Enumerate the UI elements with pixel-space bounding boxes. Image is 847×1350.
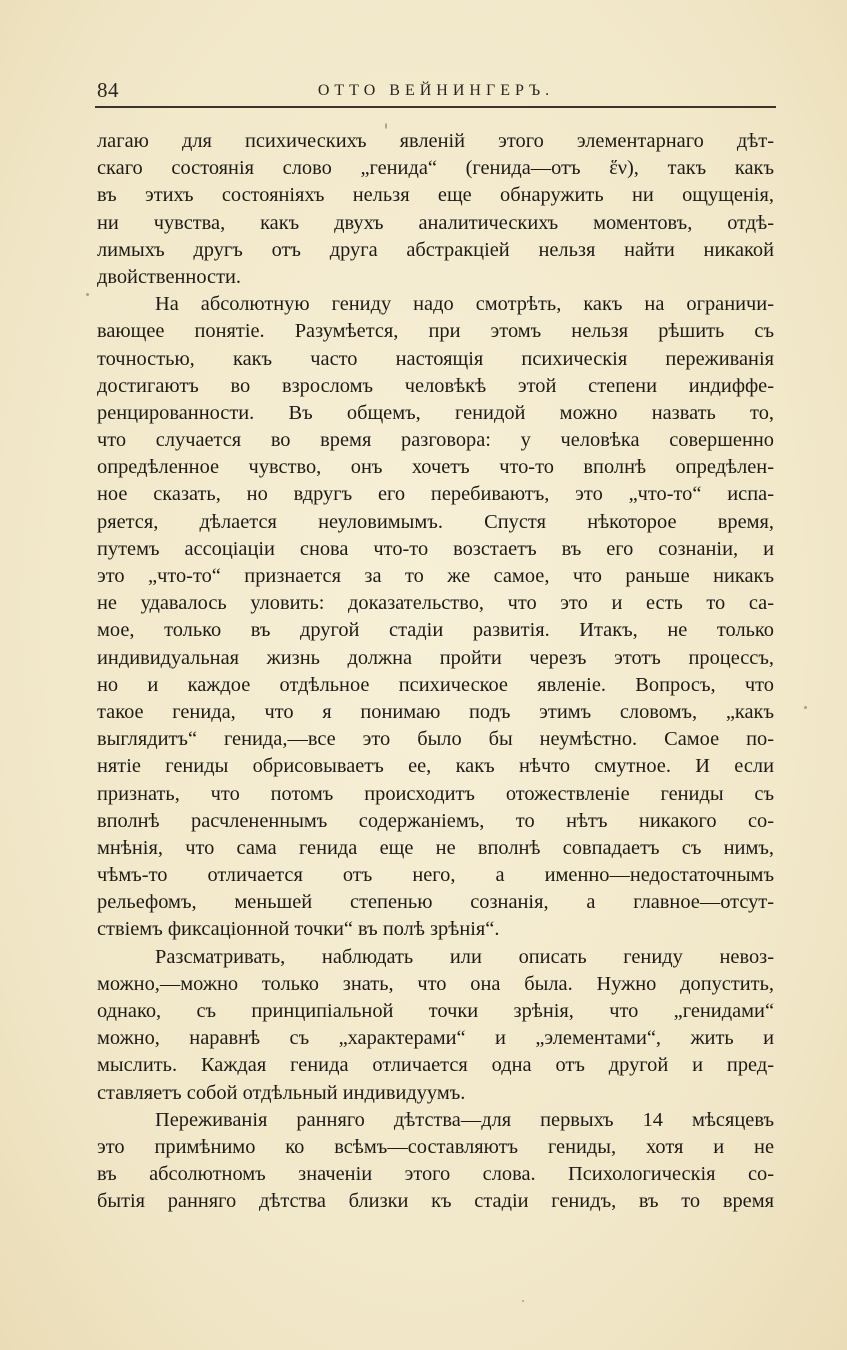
text-line: скаго состоянія слово „генида“ (генида—отъ ἕν), такъ какъ — [97, 157, 774, 180]
text-line: ни чувства, какъ двухъ аналитическихъ моментовъ, отдѣ- — [97, 211, 774, 234]
text-line: лимыхъ другъ отъ друга абстракціей нельзя найти никакой — [97, 238, 774, 261]
text-line: признать, что потомъ происходитъ отожествленіе гениды съ — [97, 782, 774, 805]
text-line: мыслить. Каждая генида отличается одна отъ другой и пред- — [97, 1054, 774, 1077]
text-line: мое, только въ другой стадіи развитія. Итакъ, не только — [97, 619, 774, 642]
text-line: ренцированности. Въ общемъ, генидой можно назвать то, — [97, 401, 774, 424]
text-line: вающее понятіе. Разумѣется, при этомъ нельзя рѣшить съ — [97, 320, 774, 343]
text-line: рельефомъ, меньшей степенью сознанія, а главное—отсут- — [97, 891, 774, 914]
text-line: чѣмъ-то отличается отъ него, а именно—недостаточнымъ — [97, 864, 774, 887]
text-line: Разсматривать, наблюдать или описать гениду невоз- — [155, 945, 774, 968]
text-line: выглядитъ“ генида,—все это было бы неумѣстно. Самое по- — [97, 728, 774, 751]
text-line: такое генида, что я понимаю подъ этимъ словомъ, „какъ — [97, 700, 774, 723]
text-line: бытія ранняго дѣтства близки къ стадіи генидъ, въ то время — [97, 1190, 774, 1213]
paper-speck — [522, 1300, 524, 1302]
paragraph — [97, 944, 774, 1107]
text-line: не удавалось уловить: доказательство, что это и есть то са- — [97, 592, 774, 615]
text-line: ствіемъ фиксаціонной точки“ въ полѣ зрѣнія“. — [97, 918, 500, 941]
text-line: что случается во время разговора: у человѣка совершенно — [97, 429, 774, 452]
text-line: въ абсолютномъ значеніи этого слова. Психологическія со- — [97, 1163, 774, 1186]
text-line: опредѣленное чувство, онъ хочетъ что-то вполнѣ опредѣлен- — [97, 456, 774, 479]
paper-speck — [804, 706, 807, 709]
paper-speck — [86, 293, 89, 296]
text-line: мнѣнія, что сама генида еще не вполнѣ совпадаетъ съ нимъ, — [97, 836, 774, 859]
text-line: нятіе гениды обрисовываетъ ее, какъ нѣчто смутное. И если — [97, 755, 774, 778]
text-line: ставляетъ собой отдѣльный индивидуумъ. — [97, 1081, 466, 1104]
page-number: 84 — [97, 78, 119, 102]
paragraph — [97, 291, 774, 944]
text-line: Переживанія ранняго дѣтства—для первыхъ 14 мѣсяцевъ — [155, 1108, 774, 1131]
text-line: двойственности. — [97, 265, 241, 288]
header-rule — [95, 106, 776, 108]
text-line: это „что-то“ признается за то же самое, что раньше никакъ — [97, 565, 774, 587]
text-line: путемъ ассоціаціи снова что-то возстаетъ въ его сознаніи, и — [97, 537, 774, 560]
body-text — [97, 128, 774, 1216]
text-line: это примѣнимо ко всѣмъ—составляютъ гениды, хотя и не — [97, 1135, 774, 1158]
text-line: ряется, дѣлается неуловимымъ. Спустя нѣкоторое время, — [97, 510, 774, 533]
running-head: ОТТО ВЕЙНИНГЕРЪ. — [317, 82, 555, 99]
text-line: достигаютъ во взросломъ человѣкѣ этой степени индиффе- — [97, 374, 774, 397]
text-line: однако, съ принципіальной точки зрѣнія, что „генидами“ — [97, 1000, 774, 1022]
text-line: индивидуальная жизнь должна пройти черезъ этотъ процессъ, — [97, 646, 774, 669]
text-line: точностью, какъ часто настоящія психическія переживанія — [97, 347, 774, 370]
text-line: можно, наравнѣ съ „характерами“ и „элементами“, жить и — [97, 1027, 774, 1050]
paragraph — [97, 128, 774, 291]
text-line: вполнѣ расчлененнымъ содержаніемъ, то нѣтъ никакого со- — [97, 809, 774, 832]
page-header — [97, 78, 775, 106]
paragraph — [97, 1107, 774, 1216]
text-line: можно,—можно только знать, что она была. Нужно допустить, — [97, 972, 774, 995]
paper-speck — [385, 123, 387, 129]
text-line: На абсолютную гениду надо смотрѣть, какъ на ограничи- — [155, 293, 774, 316]
text-line: лагаю для психическихъ явленій этого элементарнаго дѣт- — [97, 130, 774, 152]
text-line: ное сказать, но вдругъ его перебиваютъ, это „что-то“ испа- — [97, 483, 774, 506]
text-line: въ этихъ состояніяхъ нельзя еще обнаружить ни ощущенія, — [97, 184, 774, 207]
text-line: но и каждое отдѣльное психическое явленіе. Вопросъ, что — [97, 673, 774, 696]
